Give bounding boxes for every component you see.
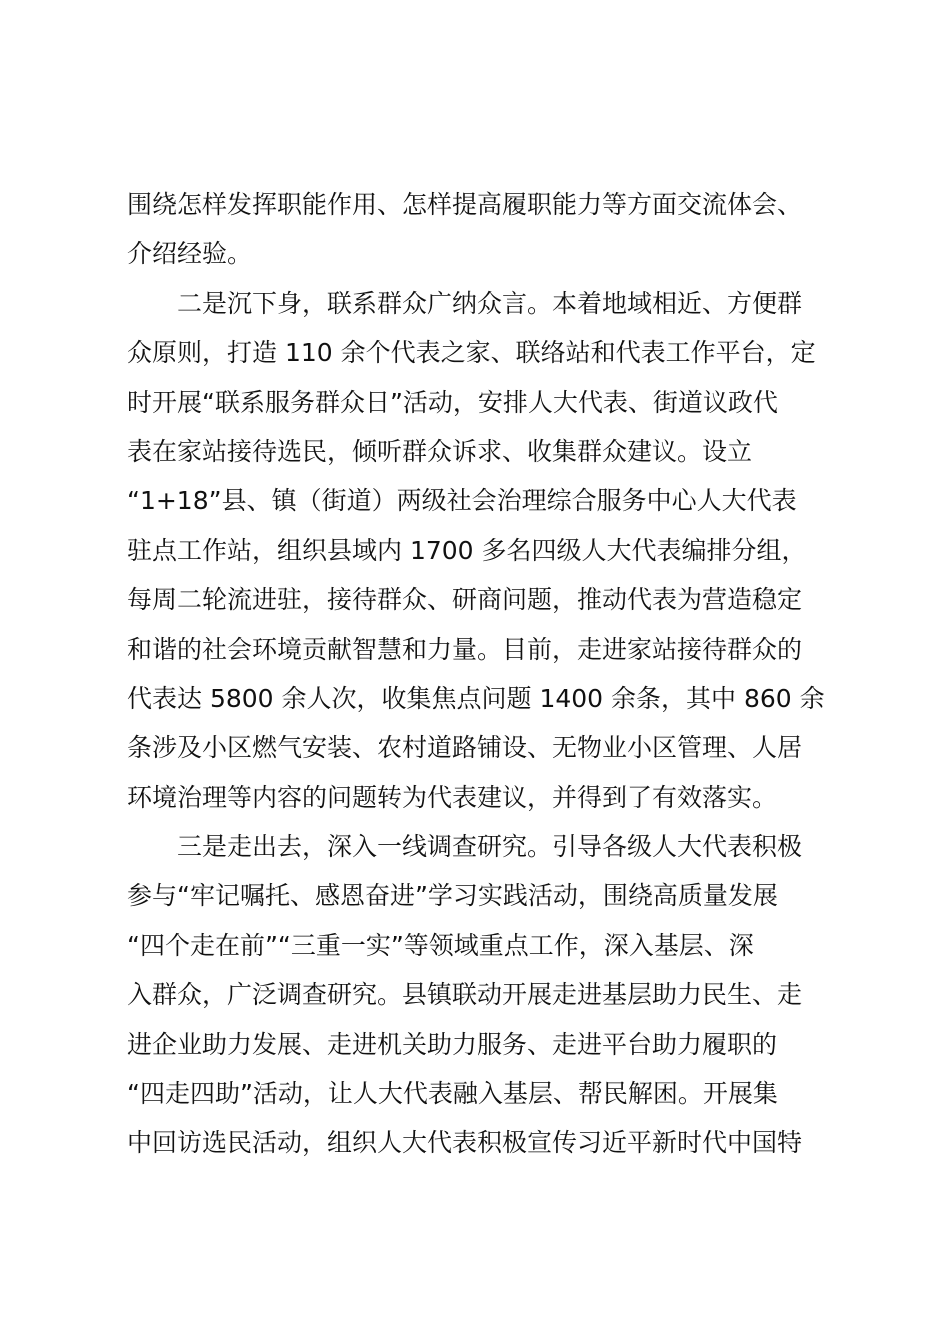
text-line: “四个走在前”“三重一实”等领域重点工作，深入基层、深	[127, 930, 754, 960]
paragraph-start-line: 二是沉下身，联系群众广纳众言。本着地域相近、方便群	[177, 288, 803, 318]
text-line: 参与“牢记嘱托、感恩奋进”学习实践活动，围绕高质量发展	[127, 881, 778, 911]
text-line: 表在家站接待选民，倾听群众诉求、收集群众建议。设立	[127, 436, 753, 466]
text-line: “四走四助”活动，让人大代表融入基层、帮民解困。开展集	[127, 1079, 778, 1109]
text-line: 时开展“联系服务群众日”活动，安排人大代表、街道议政代	[127, 387, 778, 417]
text-line: 驻点工作站，组织县域内 1700 多名四级人大代表编排分组，	[127, 535, 807, 565]
text-line: 众原则，打造 110 余个代表之家、联络站和代表工作平台，定	[127, 338, 816, 368]
text-line: “1+18”县、镇（街道）两级社会治理综合服务中心人大代表	[127, 486, 797, 516]
text-line: 进企业助力发展、走进机关助力服务、走进平台助力履职的	[127, 1029, 778, 1059]
text-line: 和谐的社会环境贡献智慧和力量。目前，走进家站接待群众的	[127, 634, 803, 664]
text-line: 条涉及小区燃气安装、农村道路铺设、无物业小区管理、人居	[127, 733, 803, 763]
text-line: 中回访选民活动，组织人大代表积极宣传习近平新时代中国特	[127, 1128, 803, 1158]
text-line: 环境治理等内容的问题转为代表建议，并得到了有效落实。	[127, 782, 778, 812]
text-line: 每周二轮流进驻，接待群众、研商问题，推动代表为营造稳定	[127, 585, 803, 615]
text-line: 围绕怎样发挥职能作用、怎样提高履职能力等方面交流体会、	[127, 190, 803, 219]
text-line: 代表达 5800 余人次，收集焦点问题 1400 余条，其中 860 余	[127, 683, 825, 713]
body-text	[127, 180, 837, 1168]
text-line: 入群众，广泛调查研究。县镇联动开展走进基层助力民生、走	[127, 980, 803, 1010]
text-line: 介绍经验。	[127, 239, 253, 269]
paragraph-start-line: 三是走出去，深入一线调查研究。引导各级人大代表积极	[177, 832, 803, 862]
